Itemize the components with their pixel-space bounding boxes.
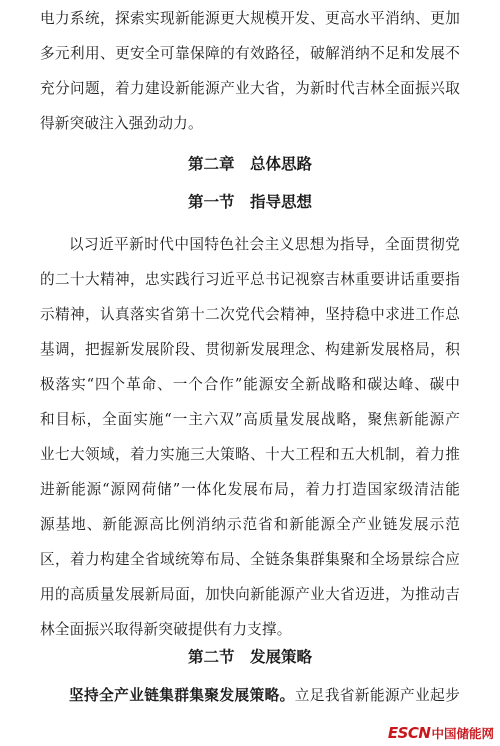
section-title-guiding-thought: 第一节 指导思想 — [187, 193, 312, 211]
section1-line-12: 林全面振兴取得新突破提供有力支撑。 — [40, 621, 292, 638]
chapter-title: 第二章 总体思路 — [187, 155, 312, 173]
intro-line-3: 充分问题，着力建设新能源产业大省，为新时代吉林全面振兴取 — [40, 80, 460, 97]
section1-line-6: 和目标，全面实施“一主六双”高质量发展战略，聚焦新能源产 — [40, 411, 460, 428]
section-title-development-strategy: 第二节 发展策略 — [187, 648, 312, 666]
intro-line-4: 得新突破注入强劲动力。 — [40, 115, 203, 132]
intro-line-1: 电力系统，探索实现新能源更大规模开发、更高水平消纳、更加 — [40, 10, 460, 27]
section1-line-3: 示精神，认真落实省第十二次党代会精神，坚持稳中求进工作总 — [40, 306, 460, 323]
logo-cn-text: 中国储能网 — [431, 726, 494, 741]
section2-lead-rest: 立足我省新能源产业起步 — [294, 687, 460, 704]
section1-line-4: 基调，把握新发展阶段、贯彻新发展理念、构建新发展格局，积 — [40, 341, 460, 358]
logo-en-text: ESCN — [387, 724, 431, 742]
section1-line-7: 业七大领域，着力实施三大策略、十大工程和五大机制，着力推 — [40, 446, 460, 463]
section1-line-2: 的二十大精神，忠实践行习近平总书记视察吉林重要讲话重要指 — [40, 271, 460, 288]
section1-line-8: 进新能源“源网荷储”一体化发展布局，着力打造国家级清洁能 — [40, 481, 460, 498]
section1-line-1: 以习近平新时代中国特色社会主义思想为指导，全面贯彻党 — [69, 236, 460, 253]
section2-lead-bold: 坚持全产业链集群集聚发展策略。 — [69, 687, 295, 704]
section1-line-10: 区，着力构建全省域统筹布局、全链条集群集聚和全场景综合应 — [40, 551, 460, 568]
intro-line-2: 多元利用、更安全可靠保障的有效路径，破解消纳不足和发展不 — [40, 45, 460, 62]
section1-line-5: 极落实“四个革命、一个合作”能源安全新战略和碳达峰、碳中 — [40, 376, 460, 393]
section1-line-9: 源基地、新能源高比例消纳示范省和新能源全产业链发展示范 — [40, 516, 460, 533]
escn-logo — [388, 724, 494, 742]
section2-line-1 — [69, 686, 460, 706]
section1-line-11: 用的高质量发展新局面，加快向新能源产业大省迈进，为推动吉 — [40, 586, 460, 603]
